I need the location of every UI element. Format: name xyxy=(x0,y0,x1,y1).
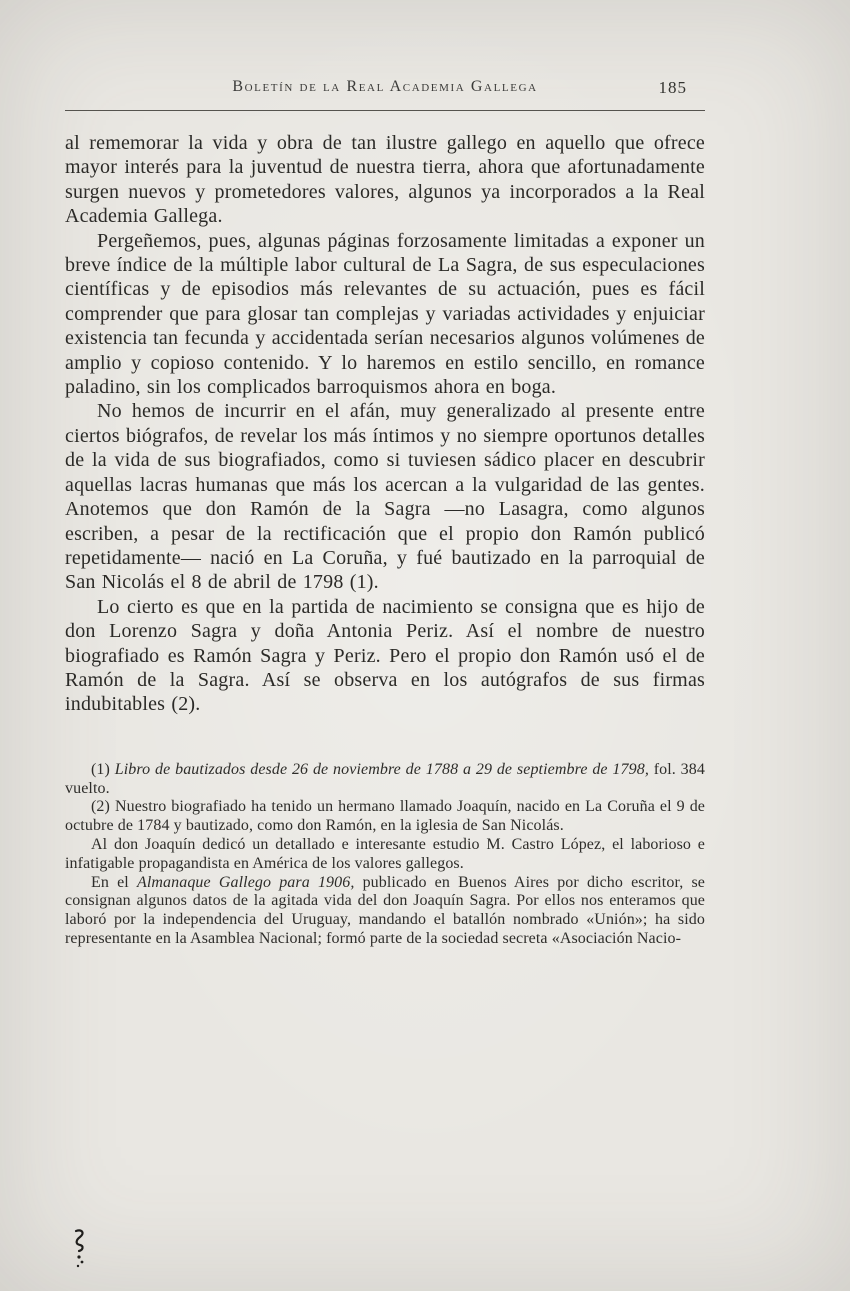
paragraph-2: Pergeñemos, pues, algunas páginas forzosamente limitadas a exponer un breve índice de la múltiple labor cultural de La Sagra, de sus especulaciones científicas y de episodios más relevantes de su actuación, pues es fácil comprender que para glosar tan complejas y variadas actividades y enjuiciar existencia tan fecunda y accidentada serían necesarios algunos volúmenes de amplio y copioso contenido. Y lo haremos en estilo sencillo, en romance paladino, sin los complicados barroquismos ahora en boga. xyxy=(65,229,705,399)
page-header xyxy=(65,78,705,104)
paragraph-4: Lo cierto es que en la partida de nacimiento se consigna que es hijo de don Lorenzo Sagra y doña Antonia Periz. Así el nombre de nuestro biografiado es Ramón Sagra y Periz. Pero el propio don Ramón usó el de Ramón de la Sagra. Así se observa en los autógrafos de sus firmas indubitables (2). xyxy=(65,595,705,716)
running-title: Boletín de la Real Academia Gallega xyxy=(232,78,538,95)
footnote-4 xyxy=(65,874,705,949)
ink-mark xyxy=(70,1228,92,1270)
paragraph-3: No hemos de incurrir en el afán, muy generalizado al presente entre ciertos biógrafos, de revelar los más íntimos y no siempre oportunos detalles de la vida de sus biografiados, como si tuviesen sádico placer en descubrir aquellas lacras humanas que más los acercan a la vulgaridad de las gentes. Anotemos que don Ramón de la Sagra —no Lasagra, como algunos escriben, a pesar de la rectificación que el propio don Ramón publicó repetidamente— nació en La Coruña, y fué bautizado en la parroquial de San Nicolás el 8 de abril de 1798 (1). xyxy=(65,400,705,594)
footnote-2-text: Nuestro biografiado ha tenido un hermano llamado Joaquín, nacido en La Coruña el 9 de octubre de 1784 y bautizado, como don Ramón, en la iglesia de San Nicolás. xyxy=(65,798,705,835)
footnote-3-text: Al don Joaquín dedicó un detallado e interesante estudio M. Castro López, el laborioso e infatigable propagandista en América de los valores gallegos. xyxy=(65,835,705,872)
footnote-1-marker: (1) xyxy=(91,760,115,778)
footnote-4-pre: En el xyxy=(91,873,137,891)
footnote-1 xyxy=(65,761,705,799)
footnote-3 xyxy=(65,836,705,874)
paragraph-1: al rememorar la vida y obra de tan ilustre gallego en aquello que ofrece mayor interés para la juventud de nuestra tierra, ahora que afortunadamente surgen nuevos y prometedores valores, algunos ya incorporados a la Real Academia Gallega. xyxy=(65,132,705,228)
footnotes-section xyxy=(65,761,705,949)
body-text xyxy=(65,131,705,717)
footnote-1-book-title: Libro de bautizados desde 26 de noviembre de 1788 a 29 de septiembre de 1798, xyxy=(114,760,649,778)
footnote-4-book-title: Almanaque Gallego para 1906, xyxy=(136,873,355,891)
footnote-4-rest: publicado en Buenos Aires por dicho escritor, se consignan algunos datos de la agitada vida del don Joaquín Sagra. Por ellos nos enteramos que laboró por la independencia del Uruguay, mandando el batallón nombrado «Unión»; ha sido representante en la Asamblea Nacional; formó parte de la sociedad secreta «Asociación Nacio- xyxy=(65,873,705,947)
footnote-1-rest: fol. 384 vuelto. xyxy=(65,760,705,797)
footnote-2-marker: (2) xyxy=(91,798,115,816)
ink-mark-glyph xyxy=(70,1228,92,1270)
page-number: 185 xyxy=(658,78,687,97)
footnote-2 xyxy=(65,798,705,836)
header-rule xyxy=(65,110,705,111)
